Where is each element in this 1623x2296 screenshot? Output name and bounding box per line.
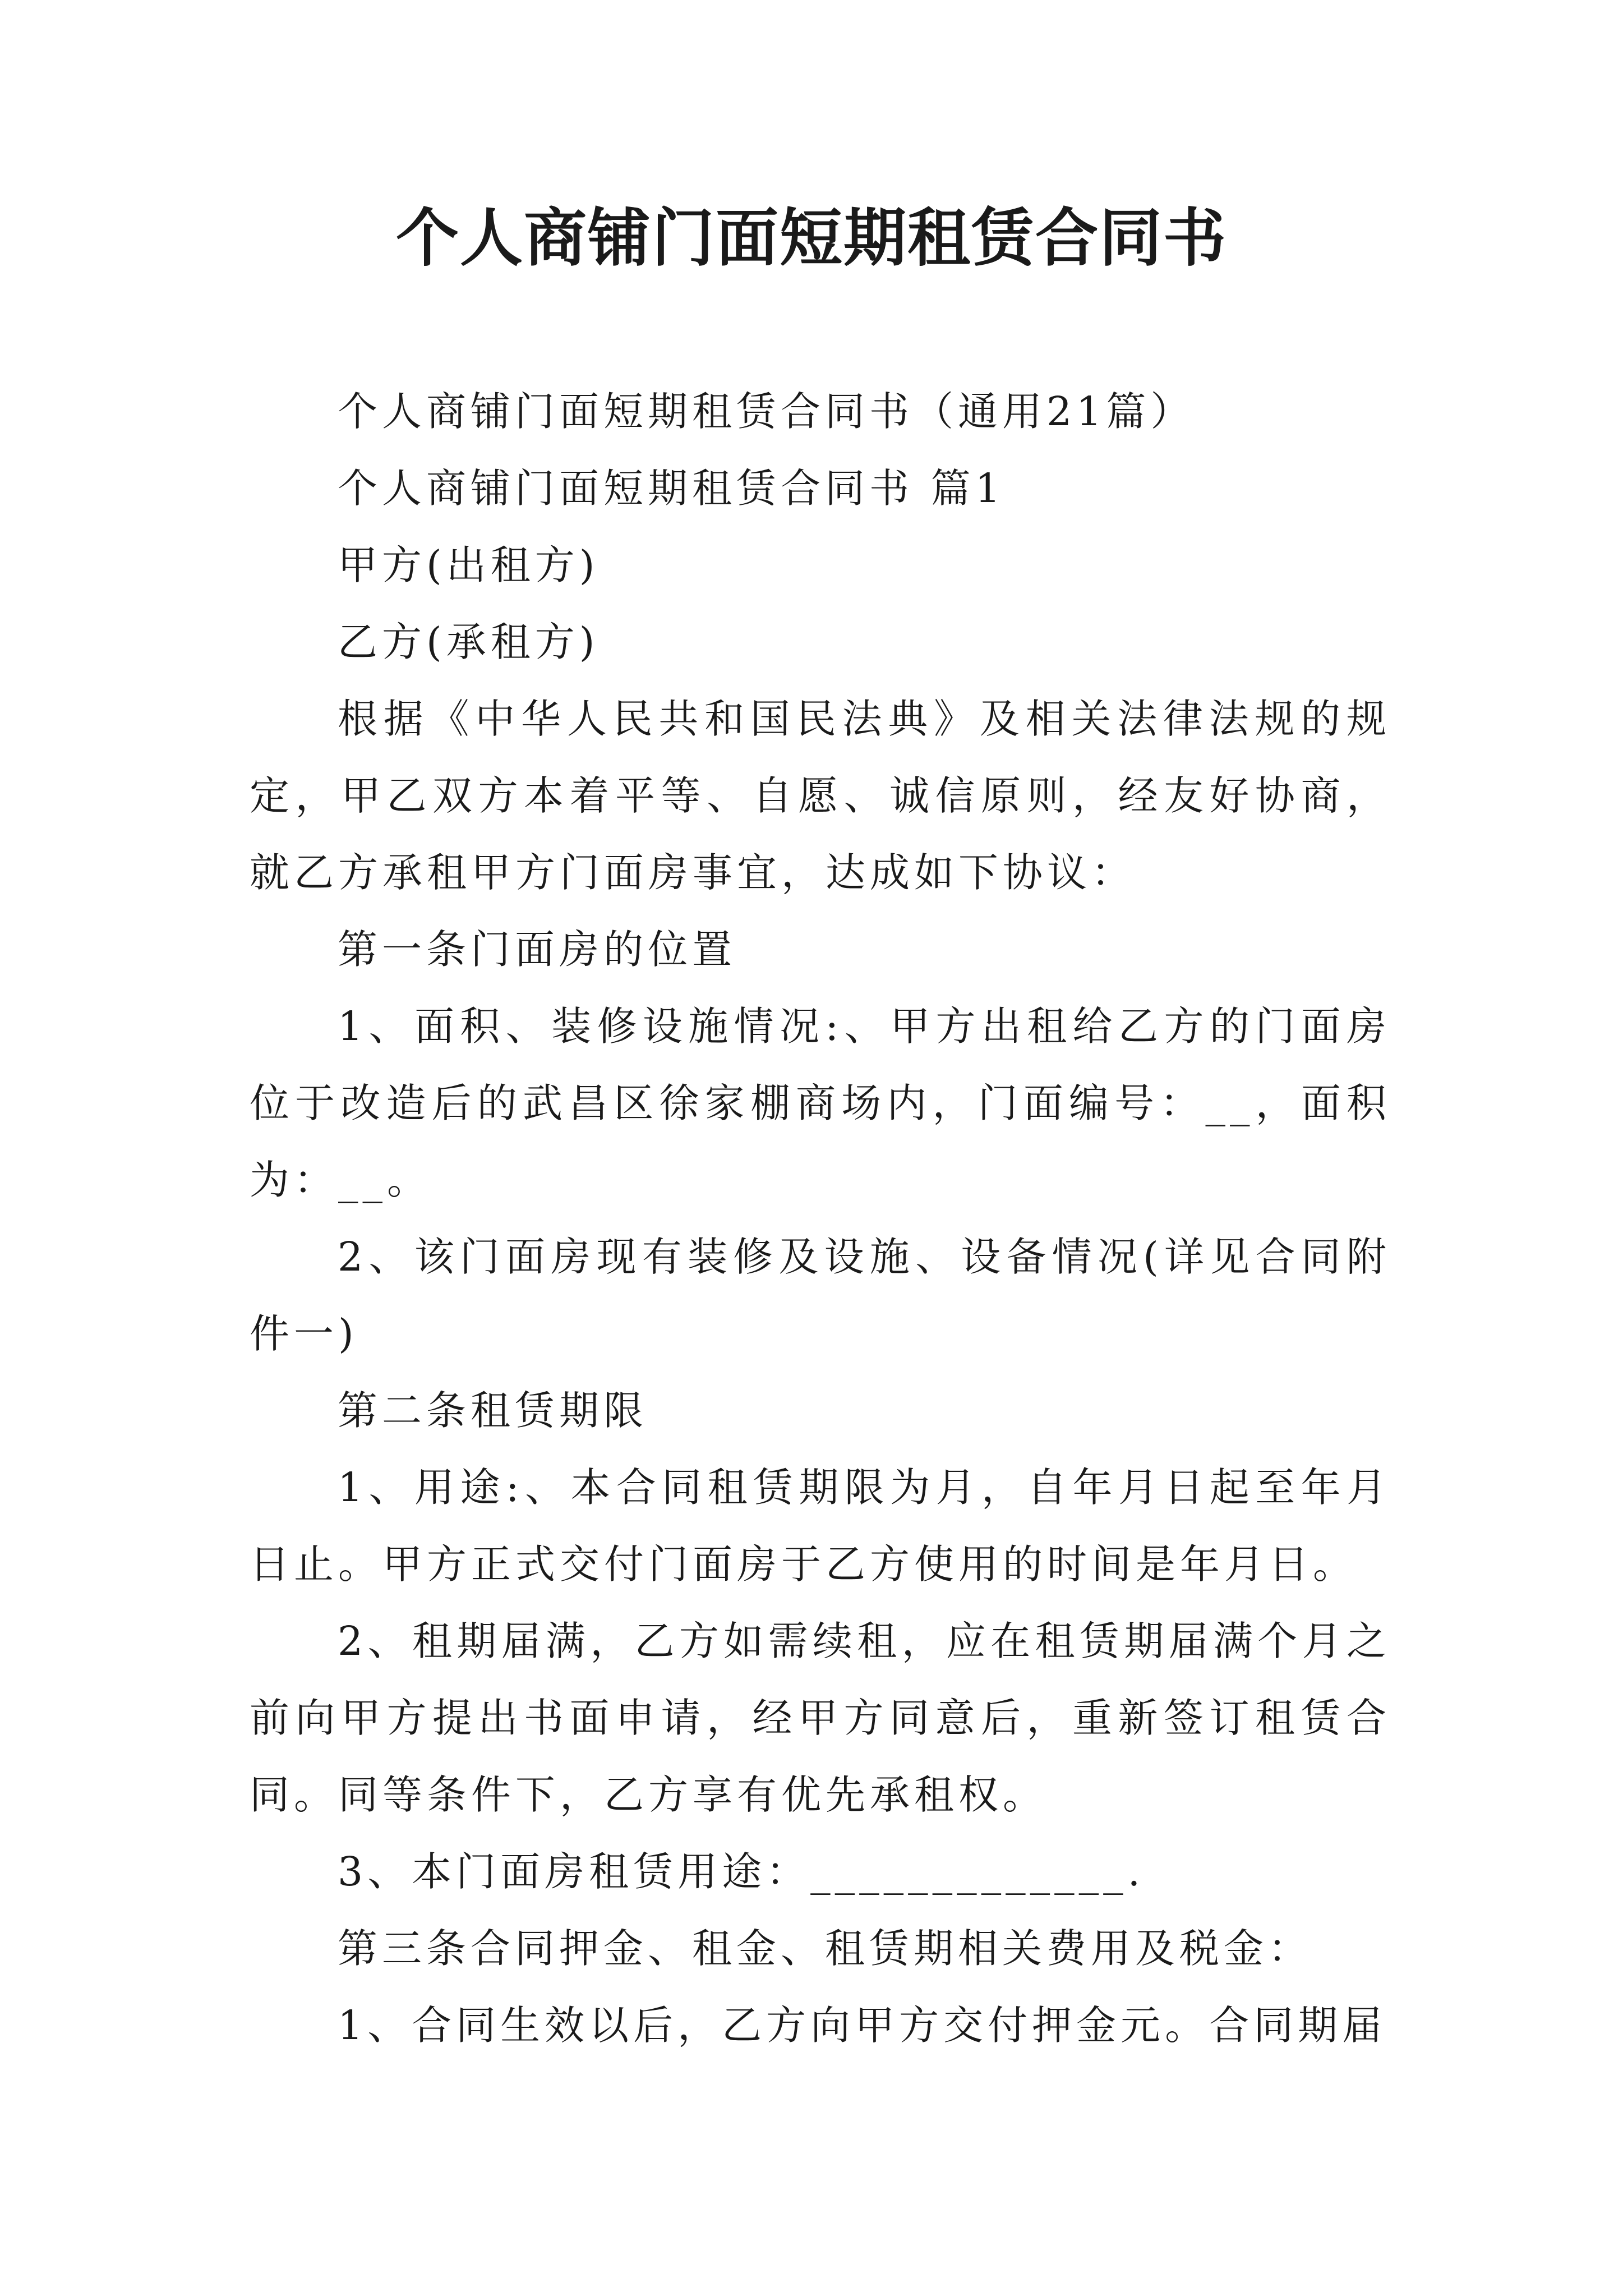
paragraph: 第三条合同押金、租金、租赁期相关费用及税金： <box>338 1925 1313 1972</box>
paragraph: 1、面积、装修设施情况:、甲方出租给乙方的门面房位于改造后的武昌区徐家棚商场内，门面编号：__，面积为：__。 <box>250 1003 1391 1203</box>
paragraph: 个人商铺门面短期租赁合同书（通用21篇） <box>338 388 1195 435</box>
paragraph: 1、用途:、本合同租赁期限为月，自年月日起至年月日止。甲方正式交付门面房于乙方使用的时间是年月日。 <box>250 1464 1391 1588</box>
paragraph: 1、合同生效以后，乙方向甲方交付押金元。合同期届 <box>338 2002 1387 2049</box>
document-body <box>250 373 1391 2064</box>
paragraph: 乙方(承租方) <box>338 619 600 665</box>
document-title: 个人商铺门面短期租赁合同书 <box>396 201 1227 275</box>
paragraph: 3、本门面房租赁用途：_____________. <box>338 1848 1145 1895</box>
paragraph: 2、租期届满，乙方如需续租，应在租赁期届满个月之前向甲方提出书面申请，经甲方同意后，重新签订租赁合同。同等条件下，乙方享有优先承租权。 <box>250 1618 1391 1818</box>
paragraph: 根据《中华人民共和国民法典》及相关法律法规的规定，甲乙双方本着平等、自愿、诚信原则，经友好协商，就乙方承租甲方门面房事宜，达成如下协议： <box>250 696 1391 896</box>
paragraph: 第二条租赁期限 <box>338 1387 648 1434</box>
paragraph: 第一条门面房的位置 <box>338 926 737 973</box>
paragraph: 2、该门面房现有装修及设施、设备情况(详见合同附件一) <box>250 1234 1391 1357</box>
paragraph: 甲方(出租方) <box>338 542 600 588</box>
paragraph: 个人商铺门面短期租赁合同书 篇1 <box>338 465 1005 512</box>
